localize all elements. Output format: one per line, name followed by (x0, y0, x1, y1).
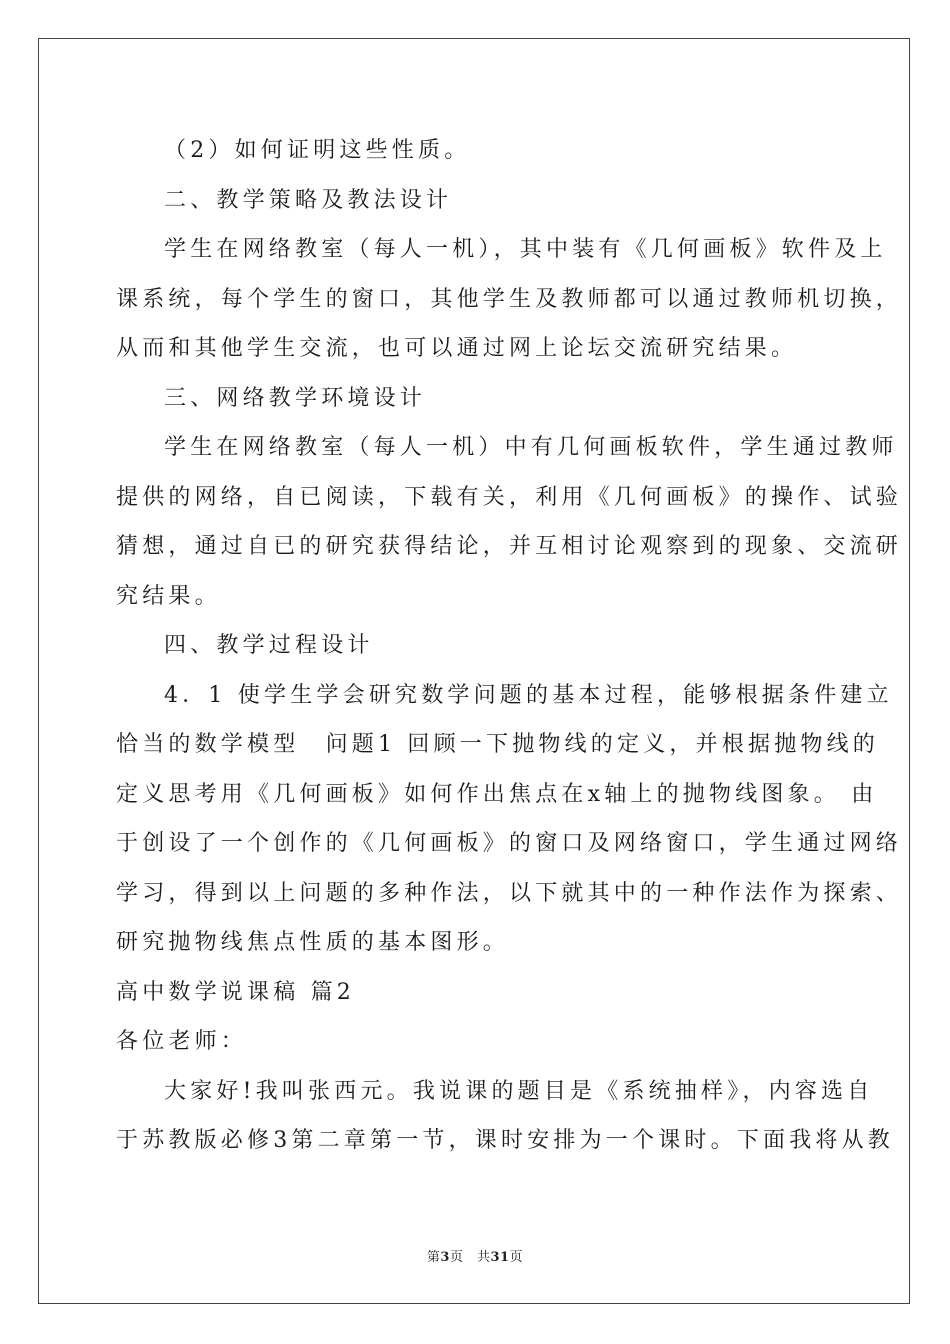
article-title: 高中数学说课稿 篇2 (116, 979, 355, 1005)
paragraph-line: 大家好!我叫张西元。我说课的题目是《系统抽样》，内容选自 (164, 1078, 874, 1104)
section-heading: 二、教学策略及教法设计 (164, 187, 453, 213)
paragraph-line: 研究抛物线焦点性质的基本图形。 (116, 930, 510, 955)
current-page-number: 3 (440, 1250, 450, 1265)
section-heading: 三、网络教学环境设计 (164, 385, 427, 411)
paragraph-line: 定义思考用《几何画板》如何作出焦点在x轴上的抛物线图象。 由 (116, 781, 878, 807)
salutation: 各位老师： (116, 1029, 248, 1054)
paragraph-line: 学生在网络教室（每人一机）中有几何画板软件，学生通过教师 (164, 435, 898, 460)
paragraph-line: 课系统，每个学生的窗口，其他学生及教师都可以通过教师机切换， (116, 286, 903, 312)
paragraph-line: 提供的网络，自已阅读，下载有关，利用《几何画板》的操作、试验 (116, 484, 903, 510)
paragraph-line: 究结果。 (116, 583, 221, 609)
text-line: （2）如何证明这些性质。 (164, 138, 471, 163)
paragraph-line: 恰当的数学模型 问题1 回顾一下抛物线的定义，并根据抛物线的 (116, 732, 879, 757)
document-body (116, 126, 903, 1166)
total-pages: 31 (490, 1250, 510, 1265)
page-footer (0, 1246, 950, 1265)
paragraph-line: 从而和其他学生交流，也可以通过网上论坛交流研究结果。 (116, 336, 798, 361)
paragraph-line: 猜想，通过自已的研究获得结论，并互相讨论观察到的现象、交流研 (116, 534, 903, 559)
footer-mid: 页 共 (449, 1250, 491, 1265)
footer-prefix: 第 (426, 1250, 441, 1265)
paragraph-line: 于苏教版必修3第二章第一节，课时安排为一个课时。下面我将从教 (116, 1128, 894, 1153)
paragraph-line: 于创设了一个创作的《几何画板》的窗口及网络窗口，学生通过网络 (116, 831, 903, 856)
footer-suffix: 页 (509, 1250, 524, 1265)
section-heading: 四、教学过程设计 (164, 633, 374, 658)
paragraph-line: 学生在网络教室（每人一机），其中装有《几何画板》软件及上 (164, 237, 887, 262)
paragraph-line: 4．1 使学生学会研究数学问题的基本过程，能够根据条件建立 (164, 682, 893, 708)
paragraph-line: 学习，得到以上问题的多种作法，以下就其中的一种作法作为探索、 (116, 880, 903, 906)
